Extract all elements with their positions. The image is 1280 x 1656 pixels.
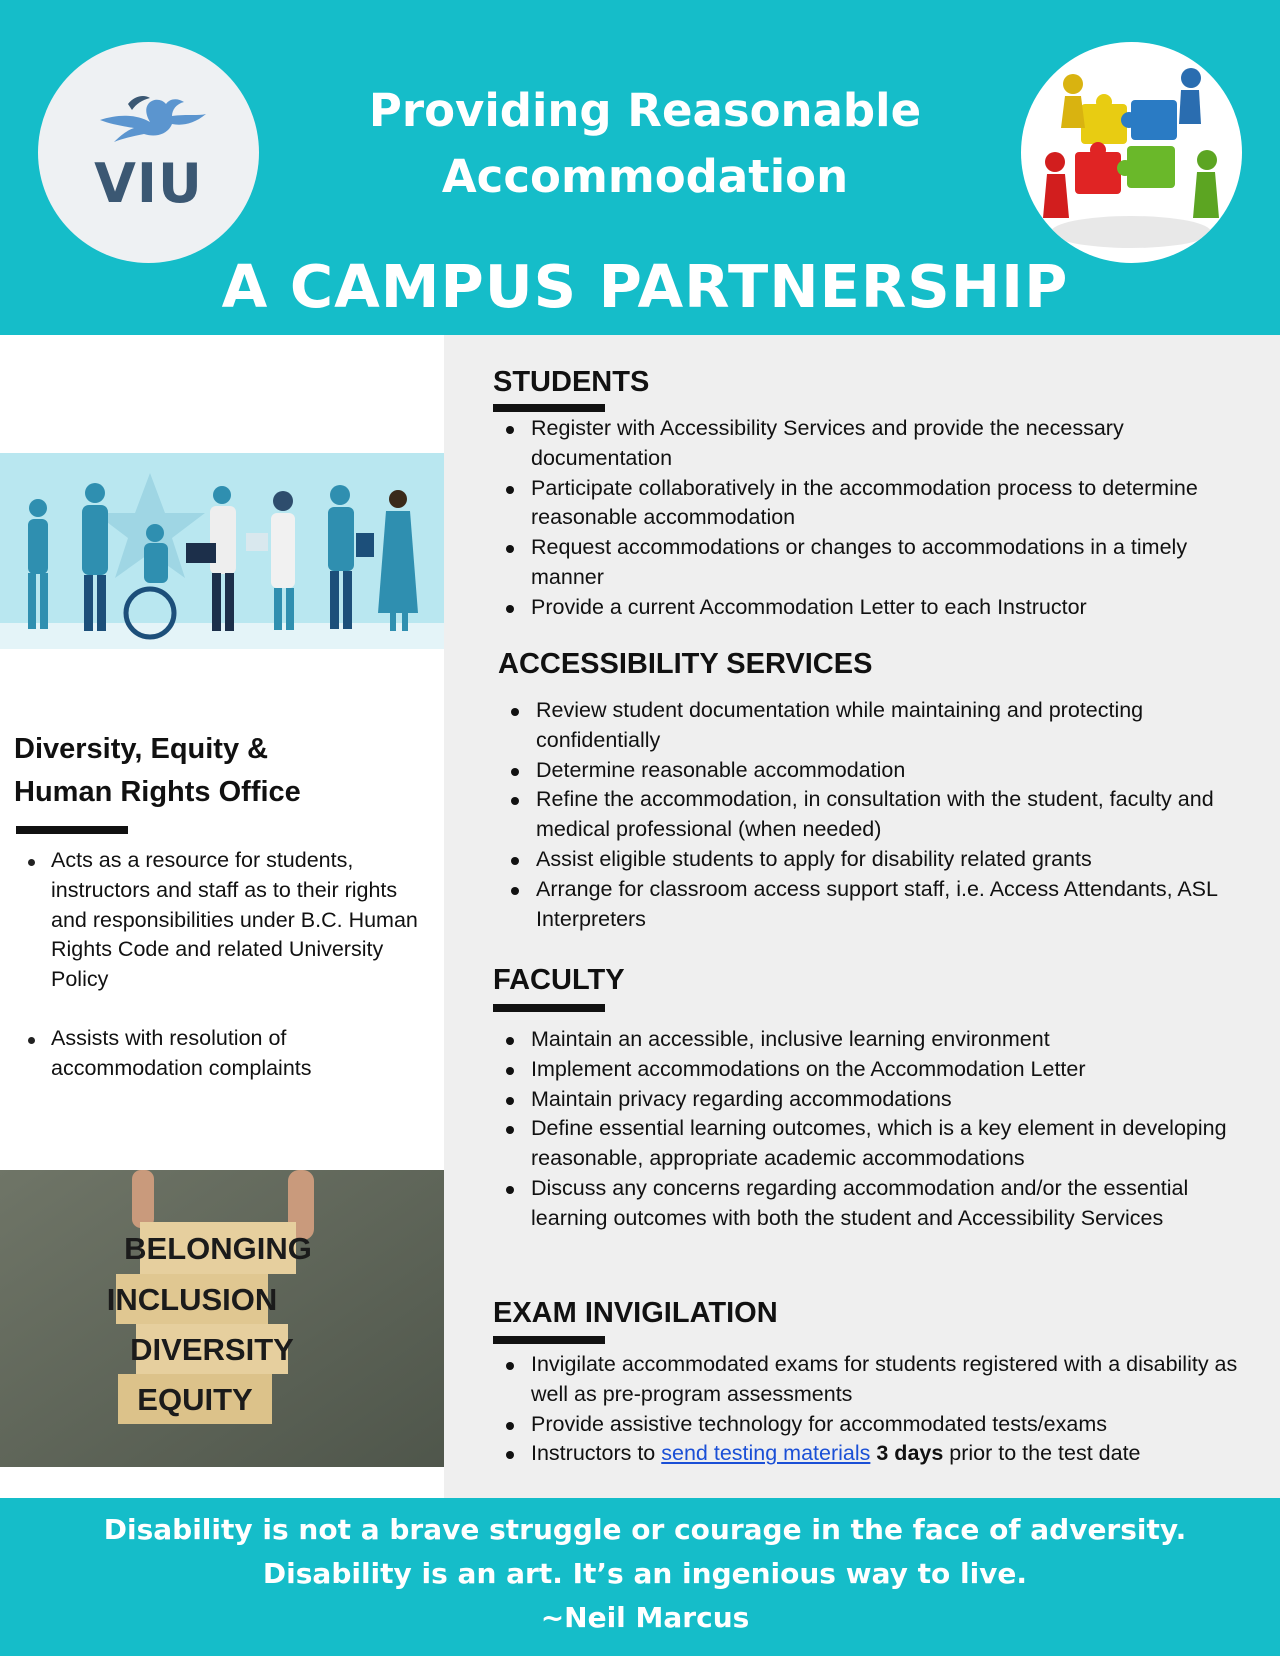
belonging-blocks-image	[0, 1170, 444, 1467]
puzzle-people-icon	[1021, 42, 1242, 263]
list-item: Define essential learning outcomes, which is a key element in developing reasonable, appropriate academic accommodations	[494, 1114, 1244, 1174]
list-item: Refine the accommodation, in consultation with the student, faculty and medical professional (when needed)	[499, 785, 1259, 845]
exam-last-suffix: prior to the test date	[943, 1441, 1141, 1466]
list-item: Arrange for classroom access support staff, i.e. Access Attendants, ASL Interpreters	[499, 875, 1259, 935]
send-testing-materials-link[interactable]: send testing materials	[661, 1441, 871, 1466]
exam-invigilation-list	[494, 1350, 1244, 1469]
faculty-title: FACULTY	[493, 964, 625, 996]
footer-quote-banner	[0, 1498, 1280, 1656]
list-item: Maintain an accessible, inclusive learning environment	[494, 1025, 1244, 1055]
students-underline	[493, 404, 605, 412]
list-item: Invigilate accommodated exams for students registered with a disability as well as pre-program assessments	[494, 1350, 1244, 1410]
faculty-underline	[493, 1004, 605, 1012]
dehr-underline	[16, 826, 128, 834]
block-belonging: BELONGING	[124, 1231, 312, 1266]
block-diversity: DIVERSITY	[130, 1332, 294, 1367]
quote-author: ~Neil Marcus	[540, 1601, 750, 1634]
exam-underline	[493, 1336, 605, 1344]
exam-days-bold: 3 days	[876, 1441, 944, 1466]
list-item	[494, 1439, 1244, 1469]
dehr-list	[20, 846, 420, 1084]
dehr-office-title	[14, 728, 434, 814]
list-item: Register with Accessibility Services and provide the necessary documentation	[494, 414, 1234, 474]
list-item: Provide a current Accommodation Letter to each Instructor	[494, 593, 1234, 623]
students-title: STUDENTS	[493, 366, 650, 398]
list-item: Review student documentation while maintaining and protecting confidentially	[499, 696, 1259, 756]
quote-line-1: Disability is not a brave struggle or courage in the face of adversity.	[103, 1513, 1187, 1546]
faculty-list	[494, 1025, 1244, 1234]
list-item: Participate collaboratively in the accommodation process to determine reasonable accommodation	[494, 474, 1234, 534]
students-list	[494, 414, 1234, 623]
people-icon	[0, 453, 444, 649]
list-item: Discuss any concerns regarding accommodation and/or the essential learning outcomes with both the student and Accessibility Services	[494, 1174, 1244, 1234]
list-item: Implement accommodations on the Accommodation Letter	[494, 1055, 1244, 1085]
logo-text: VIU	[94, 152, 203, 215]
block-equity: EQUITY	[137, 1382, 253, 1417]
puzzle-people-image	[1021, 42, 1242, 263]
quote-line-2: Disability is an art. It’s an ingenious way to live.	[262, 1557, 1028, 1590]
page-subtitle: A CAMPUS PARTNERSHIP	[221, 252, 1069, 321]
title-line-1: Providing Reasonable	[368, 84, 922, 137]
list-item: Acts as a resource for students, instructors and staff as to their rights and responsibilities under B.C. Human Rights Code and related University Policy	[20, 846, 420, 995]
list-item: Determine reasonable accommodation	[499, 756, 1259, 786]
block-inclusion: INCLUSION	[106, 1282, 278, 1317]
dehr-title-line-2: Human Rights Office	[14, 776, 301, 808]
list-item: Assist eligible students to apply for disability related grants	[499, 845, 1259, 875]
list-item: Provide assistive technology for accommodated tests/exams	[494, 1410, 1244, 1440]
list-item: Maintain privacy regarding accommodations	[494, 1085, 1244, 1115]
page-title	[300, 78, 990, 210]
title-line-2: Accommodation	[441, 150, 849, 203]
exam-invigilation-title: EXAM INVIGILATION	[493, 1297, 778, 1329]
accessibility-services-title: ACCESSIBILITY SERVICES	[498, 648, 873, 680]
accessibility-services-list	[499, 696, 1259, 934]
diverse-people-illustration	[0, 453, 444, 649]
quote	[0, 1508, 1280, 1640]
dehr-title-line-1: Diversity, Equity &	[14, 733, 269, 765]
wooden-blocks-icon	[0, 1170, 444, 1467]
list-item: Request accommodations or changes to accommodations in a timely manner	[494, 533, 1234, 593]
list-item: Assists with resolution of accommodation complaints	[20, 1024, 420, 1084]
exam-last-prefix: Instructors to	[531, 1441, 662, 1466]
viu-logo[interactable]	[38, 42, 259, 263]
header-banner	[0, 0, 1280, 335]
